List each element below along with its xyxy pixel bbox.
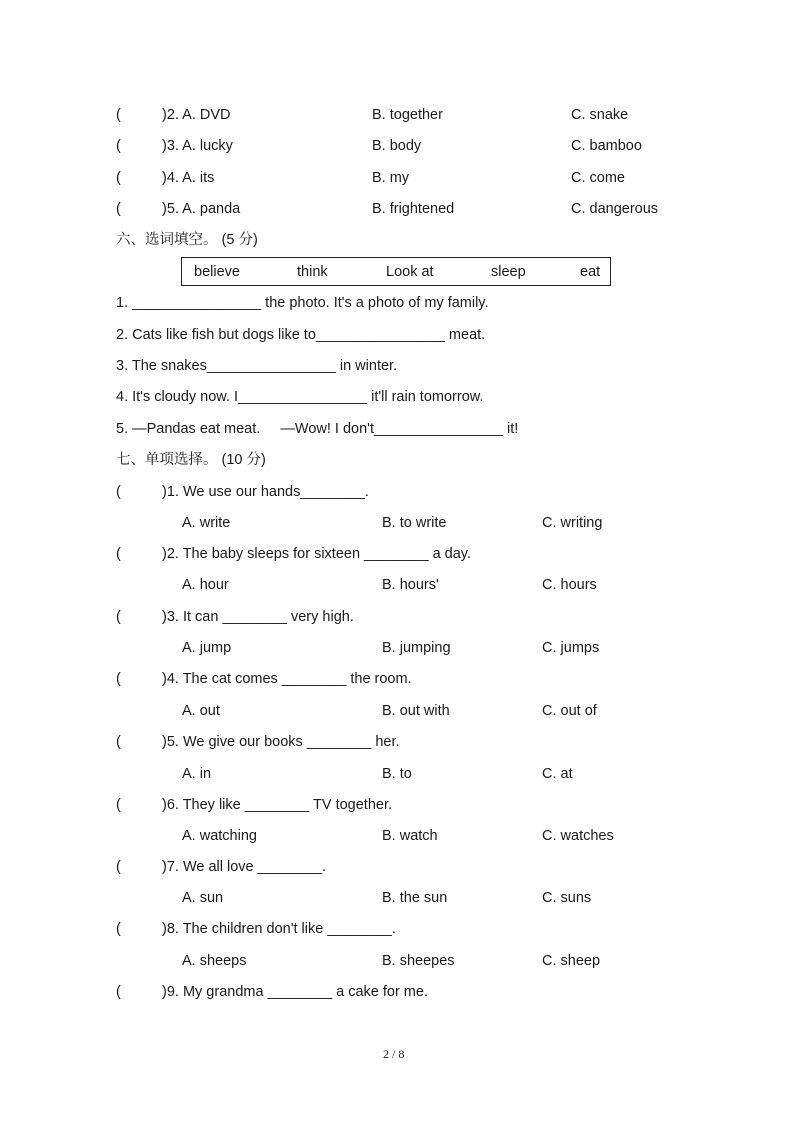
question-text: )2. A. DVD	[162, 107, 231, 123]
page-number: 2 / 8	[383, 1047, 405, 1061]
word-bank-item: eat	[580, 264, 601, 280]
option-b[interactable]: B. sheepes	[382, 953, 455, 969]
answer-paren[interactable]: (	[116, 797, 121, 813]
option-c[interactable]: C. suns	[542, 890, 592, 906]
option-c[interactable]: C. out of	[542, 703, 597, 719]
option-b[interactable]: B. watch	[382, 828, 438, 844]
option-c[interactable]: C. writing	[542, 515, 603, 531]
answer-paren[interactable]: (	[116, 138, 121, 154]
question-text: )3. It can ________ very high.	[162, 609, 354, 625]
option-b[interactable]: B. hours'	[382, 577, 439, 593]
question-text: )2. The baby sleeps for sixteen ________ a day.	[162, 546, 472, 562]
option-b: B. my	[372, 170, 410, 186]
answer-paren[interactable]: (	[116, 170, 121, 186]
question-text: )3. A. lucky	[162, 138, 233, 154]
word-bank	[181, 257, 611, 286]
answer-paren[interactable]: (	[116, 201, 121, 217]
option-c: C. dangerous	[571, 201, 659, 217]
answer-paren[interactable]: (	[116, 546, 121, 562]
question-text: )4. The cat comes ________ the room.	[162, 671, 412, 687]
fill-in-item[interactable]: 1. ________________ the photo. It's a photo of my family.	[116, 295, 489, 311]
word-bank-item: sleep	[491, 264, 526, 280]
option-b[interactable]: B. to	[382, 766, 412, 782]
option-a[interactable]: A. hour	[182, 577, 229, 593]
question-text: )7. We all love ________.	[162, 859, 327, 875]
answer-paren[interactable]: (	[116, 984, 121, 1000]
question-text: )5. We give our books ________ her.	[162, 734, 400, 750]
fill-in-item[interactable]: 4. It's cloudy now. I________________ it'll rain tomorrow.	[116, 389, 484, 405]
answer-paren[interactable]: (	[116, 671, 121, 687]
option-b: B. frightened	[372, 201, 455, 217]
question-text: )4. A. its	[162, 170, 215, 186]
question-text: )8. The children don't like ________.	[162, 921, 396, 937]
word-bank-item: think	[297, 264, 328, 280]
fill-in-item[interactable]: 3. The snakes________________ in winter.	[116, 358, 398, 374]
option-c[interactable]: C. watches	[542, 828, 614, 844]
option-a[interactable]: A. in	[182, 766, 212, 782]
option-a[interactable]: A. out	[182, 703, 220, 719]
option-c[interactable]: C. sheep	[542, 953, 601, 969]
option-c: C. snake	[571, 107, 629, 123]
option-c: C. bamboo	[571, 138, 642, 154]
option-b: B. together	[372, 107, 443, 123]
option-b[interactable]: B. out with	[382, 703, 450, 719]
option-b: B. body	[372, 138, 422, 154]
option-b[interactable]: B. to write	[382, 515, 447, 531]
question-text: )5. A. panda	[162, 201, 241, 217]
fill-in-item[interactable]: 5. —Pandas eat meat. —Wow! I don't________________ it!	[116, 421, 519, 437]
answer-paren[interactable]: (	[116, 107, 121, 123]
option-a[interactable]: A. jump	[182, 640, 232, 656]
answer-paren[interactable]: (	[116, 921, 121, 937]
word-bank-item: believe	[194, 264, 240, 280]
answer-paren[interactable]: (	[116, 484, 121, 500]
option-b[interactable]: B. the sun	[382, 890, 448, 906]
option-a[interactable]: A. watching	[182, 828, 257, 844]
option-a[interactable]: A. sun	[182, 890, 224, 906]
option-c[interactable]: C. jumps	[542, 640, 600, 656]
word-bank-item: Look at	[386, 264, 434, 280]
answer-paren[interactable]: (	[116, 859, 121, 875]
section6-heading: 六、选词填空。 (5 分)	[116, 232, 258, 248]
option-b[interactable]: B. jumping	[382, 640, 451, 656]
question-text: )9. My grandma ________ a cake for me.	[162, 984, 428, 1000]
option-c[interactable]: C. hours	[542, 577, 597, 593]
question-text: )6. They like ________ TV together.	[162, 797, 393, 813]
answer-paren[interactable]: (	[116, 609, 121, 625]
option-a[interactable]: A. sheeps	[182, 953, 247, 969]
option-a[interactable]: A. write	[182, 515, 231, 531]
question-text: )1. We use our hands________.	[162, 484, 369, 500]
option-c: C. come	[571, 170, 625, 186]
section7-heading: 七、单项选择。 (10 分)	[116, 452, 266, 468]
fill-in-item[interactable]: 2. Cats like fish but dogs like to________________ meat.	[116, 327, 486, 343]
answer-paren[interactable]: (	[116, 734, 121, 750]
option-c[interactable]: C. at	[542, 766, 573, 782]
